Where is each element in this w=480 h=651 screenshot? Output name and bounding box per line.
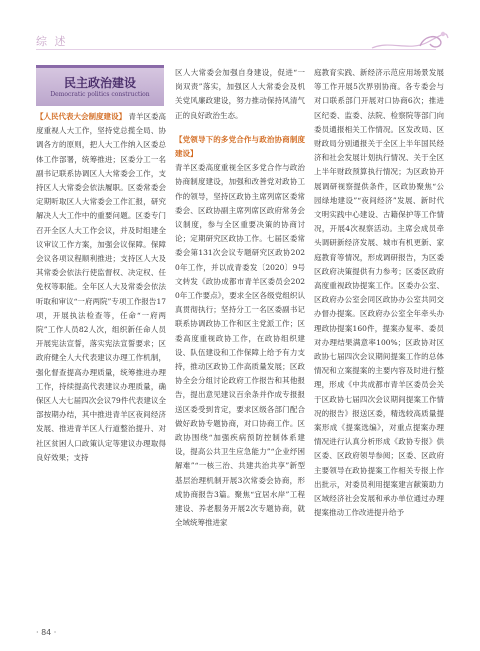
banner-subtitle: Democratic politics construction xyxy=(50,91,150,98)
subsection-heading: 【人民代表大会制度建设】 xyxy=(36,112,127,121)
column-3 xyxy=(314,66,444,521)
subsection-heading: 【党领导下的多党合作与政治协商制度建设】 xyxy=(175,134,305,159)
column-2 xyxy=(175,66,305,531)
paragraph-intro: 区人大常委会加强自身建设，促进“一岗双责”落实，加强区人大常委会及机关党风廉政建设，努力推动保持风清气正的良好政治生态。 xyxy=(175,68,305,120)
header-rule xyxy=(36,49,436,50)
header-section-label: 综 述 xyxy=(36,35,68,48)
paragraph-body: 青羊区委高度重视人大工作，坚持党总揽全局、协调各方的原则，把人大工作纳入区委总体工作部署，统筹推进；区委分工一名副书记联系协调区人大常委会工作，支持区人大常委会依法履职。区委常委会定期听取区人大常委会工作汇报，研究解决人大工作中的重要问题。区委专门召开全区人大工作会议，并及时组建全议审议工作方案，加强会议保障。保障会议各项议程顺利推进；支持区人大及其常委会依法行使监督权、决定权、任免权等职能。全年区人大及常委会依法听取和审议“一府两院”专项工作报告17项，开展执法检查等，任命“一府两院”工作人员82人次，组织新任命人员开展宪法宣誓，落实宪法宣誓要求；区政府健全人大代表建议办理工作机制，强化督查提高办理质量，统筹推进办理工作，持续提高代表建议办理质量，确保区人大七届四次会议79件代表建议全部按期办结，其中推进青羊区夜间经济发展、推进青羊区人行道整治提升、对社区贫困人口政策认定等建议办理取得良好效果；支持 xyxy=(36,112,166,462)
paragraph-body: 青羊区委高度重视全区多党合作与政治协商制度建设，加强和改善党对政协工作的领导，坚持区政协主席列席区委常委会、区政协副主席列席区政府常务会议制度，参与全区重要决策的协商讨论；定期研究区政协工作。七届区委常委会第131次会议专题研究区政协2020年工作，并以成青委发〔2020〕9号文转发《政协成都市青羊区委员会2020年工作要点》，要求全区各级党组织认真贯彻执行；坚持分工一名区委副书记联系协调政协工作和区主党派工作；区委高度重视政协工作，在政协组织建设、队伍建设和工作保障上给予有力支持，推动区政协工作高质量发展；区政协全会分组讨论政府工作报告和其他报告，提出意见建议百余条并作成专报报送区委受到肯定，要求区级各部门配合做好政协专题协商，对口协商工作。区政协围绕“加强疾病预防控制体系建设，提高公共卫生应急能力”“企业纾困解难”“一核三治、共建共治共享”新型基层治理机制开展3次常委会协商，形成协商报告3篇。聚焦“宜居水岸”工程建设、养老服务开展2次专题协商，就全域统筹推进家 xyxy=(175,163,305,528)
paragraph-body: 庭教育实践、新经济示范应用场景发展等工作开展5次界别协商。各专委会与对口联系部门开展对口协商6次；推进区纪委、监委、法院、检察院等部门向委员通报相关工作情况。区发改局、区财政局分别通报关于全区上半年国民经济和社会发展计划执行情况、关于全区上半年财政预算执行情况；为区政协开展调研视察提供条件，区政协聚焦“公园绿地建设”“夜间经济”发展、新时代文明实践中心建设、古籍保护等工作情况，开展4次视察活动。主席会成员牵头调研新经济发展、城市有机更新、家庭教育等情况，形成调研报告，为区委区政府决策提供有力参考；区委区政府高度重视政协提案工作。区委办公室、区政府办公室会同区政协办公室共同交办督办提案。区政府办公室全年牵头办理政协提案160件，提案办复率、委员对办理结果满意率100%；区政协对区政协七届四次会议期间提案工作的总体情况和立案提案的主要内容及时进行整理，形成《中共成都市青羊区委员会关于区政协七届四次会议期间提案工作情况的报告》报送区委，精选较高质量提案形成《提案选编》，对重点提案办理情况进行认真分析形成《政协专报》供区委、区政府领导参阅；区委、区政府主要领导在政协提案工作相关专报上作出批示，对委员利用提案建言献策助力区域经济社会发展和承办单位通过办理提案推动工作改进提升给予 xyxy=(314,68,444,518)
column-1 xyxy=(36,110,166,465)
banner-title: 民主政治建设 xyxy=(63,76,136,90)
section-banner xyxy=(36,65,164,106)
page-number: · 84 · xyxy=(36,628,57,637)
